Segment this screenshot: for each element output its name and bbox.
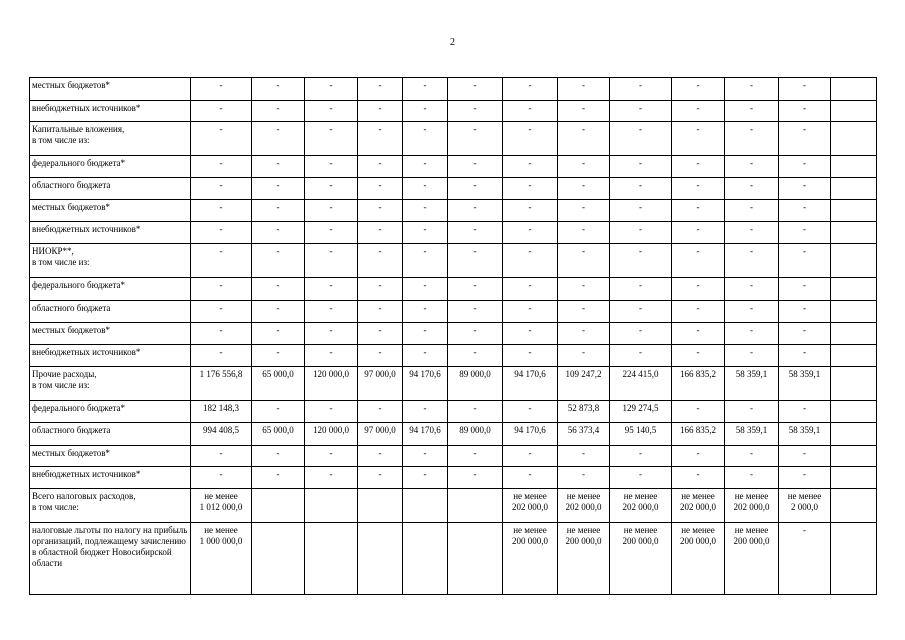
table-cell: - [305, 301, 358, 323]
table-cell: - [503, 156, 558, 178]
table-cell: - [448, 101, 503, 122]
table-cell: - [779, 78, 831, 101]
table-cell: - [305, 156, 358, 178]
table-cell: - [448, 401, 503, 423]
table-cell: 58 359,1 [725, 423, 779, 446]
table-cell: - [779, 523, 831, 595]
table-cell [831, 178, 877, 200]
table-cell [831, 367, 877, 401]
table-cell [252, 489, 305, 523]
row-label: внебюджетных источников* [30, 467, 191, 489]
table-cell: - [558, 78, 610, 101]
table-cell: - [558, 278, 610, 301]
table-cell: - [358, 78, 403, 101]
table-cell: 58 359,1 [779, 367, 831, 401]
table-cell: - [448, 78, 503, 101]
table-cell: - [725, 345, 779, 367]
table-cell: не менее 200 000,0 [558, 523, 610, 595]
table-cell [831, 345, 877, 367]
table-cell: - [558, 323, 610, 345]
row-label: федерального бюджета* [30, 156, 191, 178]
table-cell: - [503, 467, 558, 489]
table-cell: - [503, 178, 558, 200]
table-cell: - [252, 345, 305, 367]
table-cell: - [725, 446, 779, 467]
table-cell: - [503, 222, 558, 244]
table-cell: - [358, 278, 403, 301]
table-cell: - [725, 323, 779, 345]
table-cell: - [672, 301, 725, 323]
table-cell: - [191, 345, 252, 367]
table-cell: не менее 202 000,0 [672, 489, 725, 523]
table-cell: 120 000,0 [305, 367, 358, 401]
table-cell: - [448, 345, 503, 367]
table-cell: - [191, 122, 252, 156]
table-body [30, 78, 877, 595]
table-cell: - [305, 278, 358, 301]
table-cell: - [252, 222, 305, 244]
table-cell: - [672, 278, 725, 301]
table-cell: - [558, 101, 610, 122]
table-cell: - [403, 122, 448, 156]
table-cell: - [610, 467, 672, 489]
table-cell: - [779, 156, 831, 178]
table-cell: - [191, 200, 252, 222]
table-cell: - [610, 156, 672, 178]
table-cell: - [503, 278, 558, 301]
table-cell: 94 170,6 [503, 367, 558, 401]
table-cell: 1 176 556,8 [191, 367, 252, 401]
table-cell: 56 373,4 [558, 423, 610, 446]
table-cell: - [358, 301, 403, 323]
table-cell: - [779, 200, 831, 222]
table-cell: - [610, 244, 672, 278]
table-cell: 182 148,3 [191, 401, 252, 423]
table-cell: - [610, 278, 672, 301]
table-cell: - [779, 301, 831, 323]
table-cell: - [191, 178, 252, 200]
table-cell: 94 170,6 [503, 423, 558, 446]
row-label: федерального бюджета* [30, 401, 191, 423]
table-cell: - [305, 78, 358, 101]
table-cell: - [448, 156, 503, 178]
table-cell [358, 523, 403, 595]
table-cell: 65 000,0 [252, 423, 305, 446]
table-cell [831, 446, 877, 467]
table-cell: - [191, 78, 252, 101]
row-label: местных бюджетов* [30, 78, 191, 101]
table-cell: - [610, 222, 672, 244]
table-cell: - [403, 301, 448, 323]
table-cell: 58 359,1 [779, 423, 831, 446]
row-label: областного бюджета [30, 423, 191, 446]
table-cell: - [725, 222, 779, 244]
table-cell: не менее 2 000,0 [779, 489, 831, 523]
table-cell: 58 359,1 [725, 367, 779, 401]
table-cell: - [610, 200, 672, 222]
table-cell [831, 523, 877, 595]
table-cell: - [358, 401, 403, 423]
table-cell: - [610, 446, 672, 467]
table-cell: - [305, 467, 358, 489]
table-cell: - [403, 345, 448, 367]
table-cell [831, 156, 877, 178]
table-cell: - [191, 446, 252, 467]
table-row [30, 423, 877, 446]
table-cell: 89 000,0 [448, 367, 503, 401]
table-cell: - [779, 101, 831, 122]
table-cell: - [779, 222, 831, 244]
table-cell: - [672, 446, 725, 467]
table-cell: 994 408,5 [191, 423, 252, 446]
table-cell: - [448, 178, 503, 200]
table-row [30, 489, 877, 523]
table-cell: - [252, 244, 305, 278]
table-cell: 95 140,5 [610, 423, 672, 446]
table-cell: - [252, 278, 305, 301]
table-cell: 120 000,0 [305, 423, 358, 446]
table-cell: - [558, 200, 610, 222]
table-row [30, 122, 877, 156]
table-cell [831, 301, 877, 323]
table-cell: - [672, 101, 725, 122]
table-cell: 52 873,8 [558, 401, 610, 423]
table-cell: - [558, 301, 610, 323]
table-cell: - [252, 446, 305, 467]
row-label: внебюджетных источников* [30, 345, 191, 367]
table-cell: - [403, 178, 448, 200]
table-cell: - [610, 101, 672, 122]
table-cell: - [358, 446, 403, 467]
table-cell: - [725, 156, 779, 178]
table-cell: не менее 200 000,0 [503, 523, 558, 595]
budget-table [29, 77, 877, 595]
table-cell [831, 489, 877, 523]
table-cell: - [725, 78, 779, 101]
row-label: внебюджетных источников* [30, 101, 191, 122]
table-cell: - [403, 323, 448, 345]
table-cell: - [305, 200, 358, 222]
table-cell: - [779, 446, 831, 467]
table-cell: - [503, 323, 558, 345]
table-cell: - [403, 244, 448, 278]
table-cell: 129 274,5 [610, 401, 672, 423]
table-cell: - [448, 301, 503, 323]
table-cell: - [779, 323, 831, 345]
table-cell: - [725, 122, 779, 156]
table-row [30, 345, 877, 367]
row-label: Капитальные вложения, в том числе из: [30, 122, 191, 156]
table-cell: - [305, 101, 358, 122]
table-cell: - [558, 156, 610, 178]
table-row [30, 156, 877, 178]
table-row [30, 244, 877, 278]
table-cell: - [558, 446, 610, 467]
table-cell: - [779, 345, 831, 367]
table-row [30, 101, 877, 122]
table-cell: - [448, 200, 503, 222]
table-cell: 166 835,2 [672, 423, 725, 446]
table-cell: - [725, 200, 779, 222]
table-cell: не менее 202 000,0 [558, 489, 610, 523]
table-cell: - [191, 278, 252, 301]
table-cell: - [191, 467, 252, 489]
table-cell: - [191, 244, 252, 278]
table-cell: - [305, 178, 358, 200]
table-cell: не менее 200 000,0 [610, 523, 672, 595]
table-cell: - [358, 345, 403, 367]
table-cell: - [610, 78, 672, 101]
table-row [30, 367, 877, 401]
row-label: местных бюджетов* [30, 200, 191, 222]
table-cell: - [252, 401, 305, 423]
table-row [30, 323, 877, 345]
table-cell [831, 278, 877, 301]
table-cell: - [403, 78, 448, 101]
table-cell: - [305, 446, 358, 467]
table-cell: - [191, 101, 252, 122]
table-row [30, 467, 877, 489]
table-cell: - [558, 345, 610, 367]
table-cell [831, 423, 877, 446]
table-cell: - [448, 446, 503, 467]
table-cell: - [725, 467, 779, 489]
table-cell: - [448, 323, 503, 345]
table-cell [305, 523, 358, 595]
table-cell: - [779, 178, 831, 200]
table-cell [358, 489, 403, 523]
row-label: Прочие расходы, в том числе из: [30, 367, 191, 401]
table-cell [831, 78, 877, 101]
table-cell: - [558, 244, 610, 278]
table-cell: - [191, 301, 252, 323]
table-cell: - [610, 301, 672, 323]
table-row [30, 200, 877, 222]
table-cell: - [672, 178, 725, 200]
table-cell: - [252, 467, 305, 489]
row-label: внебюджетных источников* [30, 222, 191, 244]
table-cell: - [252, 122, 305, 156]
table-cell: - [779, 401, 831, 423]
table-cell: не менее 202 000,0 [725, 489, 779, 523]
table-cell: 166 835,2 [672, 367, 725, 401]
table-cell: - [358, 156, 403, 178]
table-cell: - [191, 222, 252, 244]
table-cell: - [672, 323, 725, 345]
table-cell: - [503, 101, 558, 122]
table-cell: - [672, 200, 725, 222]
row-label: местных бюджетов* [30, 446, 191, 467]
table-cell: - [191, 323, 252, 345]
table-cell: - [305, 401, 358, 423]
table-cell [305, 489, 358, 523]
table-cell: - [672, 401, 725, 423]
table-cell: не менее 1 012 000,0 [191, 489, 252, 523]
table-cell: - [403, 446, 448, 467]
table-cell: не менее 202 000,0 [503, 489, 558, 523]
table-cell: - [448, 122, 503, 156]
table-cell: - [305, 323, 358, 345]
row-label: федерального бюджета* [30, 278, 191, 301]
table-row [30, 178, 877, 200]
table-cell: - [252, 101, 305, 122]
table-cell: - [610, 323, 672, 345]
table-cell [831, 244, 877, 278]
table-cell: - [725, 278, 779, 301]
table-cell: - [403, 401, 448, 423]
table-cell [403, 523, 448, 595]
table-cell: - [358, 122, 403, 156]
table-cell: - [503, 301, 558, 323]
table-cell: не менее 1 000 000,0 [191, 523, 252, 595]
table-cell: не менее 200 000,0 [672, 523, 725, 595]
table-cell: - [725, 244, 779, 278]
table-cell: - [191, 156, 252, 178]
table-cell [403, 489, 448, 523]
table-cell: - [672, 467, 725, 489]
table-cell: - [503, 446, 558, 467]
table-cell: - [610, 178, 672, 200]
table-cell: - [448, 222, 503, 244]
table-row [30, 446, 877, 467]
table-cell: - [305, 122, 358, 156]
table-cell: - [610, 122, 672, 156]
table-cell: - [305, 244, 358, 278]
table-cell: - [358, 101, 403, 122]
row-label: НИОКР**, в том числе из: [30, 244, 191, 278]
table-cell: - [358, 467, 403, 489]
table-cell: - [725, 101, 779, 122]
table-cell: - [503, 200, 558, 222]
table-row [30, 278, 877, 301]
table-cell: - [779, 278, 831, 301]
table-cell: - [672, 222, 725, 244]
table-cell: - [358, 244, 403, 278]
table-cell: - [503, 78, 558, 101]
table-cell: - [358, 222, 403, 244]
table-cell: - [610, 345, 672, 367]
table-cell [831, 122, 877, 156]
table-row [30, 401, 877, 423]
table-cell: - [558, 222, 610, 244]
table-cell: не менее 202 000,0 [610, 489, 672, 523]
table-cell: - [252, 200, 305, 222]
table-row [30, 222, 877, 244]
table-row [30, 301, 877, 323]
table-row [30, 78, 877, 101]
table-cell: - [558, 467, 610, 489]
table-cell: - [403, 200, 448, 222]
table-cell [831, 101, 877, 122]
table-cell: - [725, 178, 779, 200]
table-cell: - [448, 467, 503, 489]
row-label: налоговые льготы по налогу на прибыль организаций, подлежащему зачислению в областной бюджет Новосибирской области [30, 523, 191, 595]
table-cell: - [403, 156, 448, 178]
table-cell: - [448, 278, 503, 301]
table-cell: - [558, 178, 610, 200]
table-cell: - [672, 78, 725, 101]
table-cell [252, 523, 305, 595]
table-cell: - [672, 345, 725, 367]
table-cell: 224 415,0 [610, 367, 672, 401]
table-cell: - [503, 122, 558, 156]
table-cell: - [672, 244, 725, 278]
table-cell: - [403, 222, 448, 244]
table-cell: - [779, 467, 831, 489]
table-cell: - [448, 244, 503, 278]
table-cell: - [358, 200, 403, 222]
table-cell: - [725, 401, 779, 423]
table-cell: 109 247,2 [558, 367, 610, 401]
table-cell: не менее 200 000,0 [725, 523, 779, 595]
table-cell: 94 170,6 [403, 423, 448, 446]
table-cell: - [252, 78, 305, 101]
table-cell: - [403, 101, 448, 122]
table-cell: - [558, 122, 610, 156]
table-cell [831, 222, 877, 244]
table-cell: - [503, 401, 558, 423]
table-cell: - [305, 345, 358, 367]
row-label: местных бюджетов* [30, 323, 191, 345]
table-cell: - [252, 323, 305, 345]
table-cell: - [725, 301, 779, 323]
table-cell: 97 000,0 [358, 367, 403, 401]
table-cell: - [779, 244, 831, 278]
table-cell [831, 467, 877, 489]
table-cell: - [358, 178, 403, 200]
table-cell: - [503, 244, 558, 278]
table-cell: - [252, 156, 305, 178]
row-label: областного бюджета [30, 301, 191, 323]
table-cell: - [252, 301, 305, 323]
table-cell: - [252, 178, 305, 200]
table-cell [448, 523, 503, 595]
table-cell: - [358, 323, 403, 345]
table-cell [448, 489, 503, 523]
table-row [30, 523, 877, 595]
table-cell: 89 000,0 [448, 423, 503, 446]
table-cell: - [672, 122, 725, 156]
table-cell: - [403, 467, 448, 489]
table-cell: 97 000,0 [358, 423, 403, 446]
table-cell: - [403, 278, 448, 301]
table-cell [831, 401, 877, 423]
row-label: областного бюджета [30, 178, 191, 200]
table-cell: 94 170,6 [403, 367, 448, 401]
row-label: Всего налоговых расходов, в том числе: [30, 489, 191, 523]
page-number: 2 [450, 37, 455, 48]
table-cell: - [503, 345, 558, 367]
table-cell: - [672, 156, 725, 178]
table-cell [831, 323, 877, 345]
table-cell: - [779, 122, 831, 156]
table-cell: 65 000,0 [252, 367, 305, 401]
table-cell [831, 200, 877, 222]
table-cell: - [305, 222, 358, 244]
